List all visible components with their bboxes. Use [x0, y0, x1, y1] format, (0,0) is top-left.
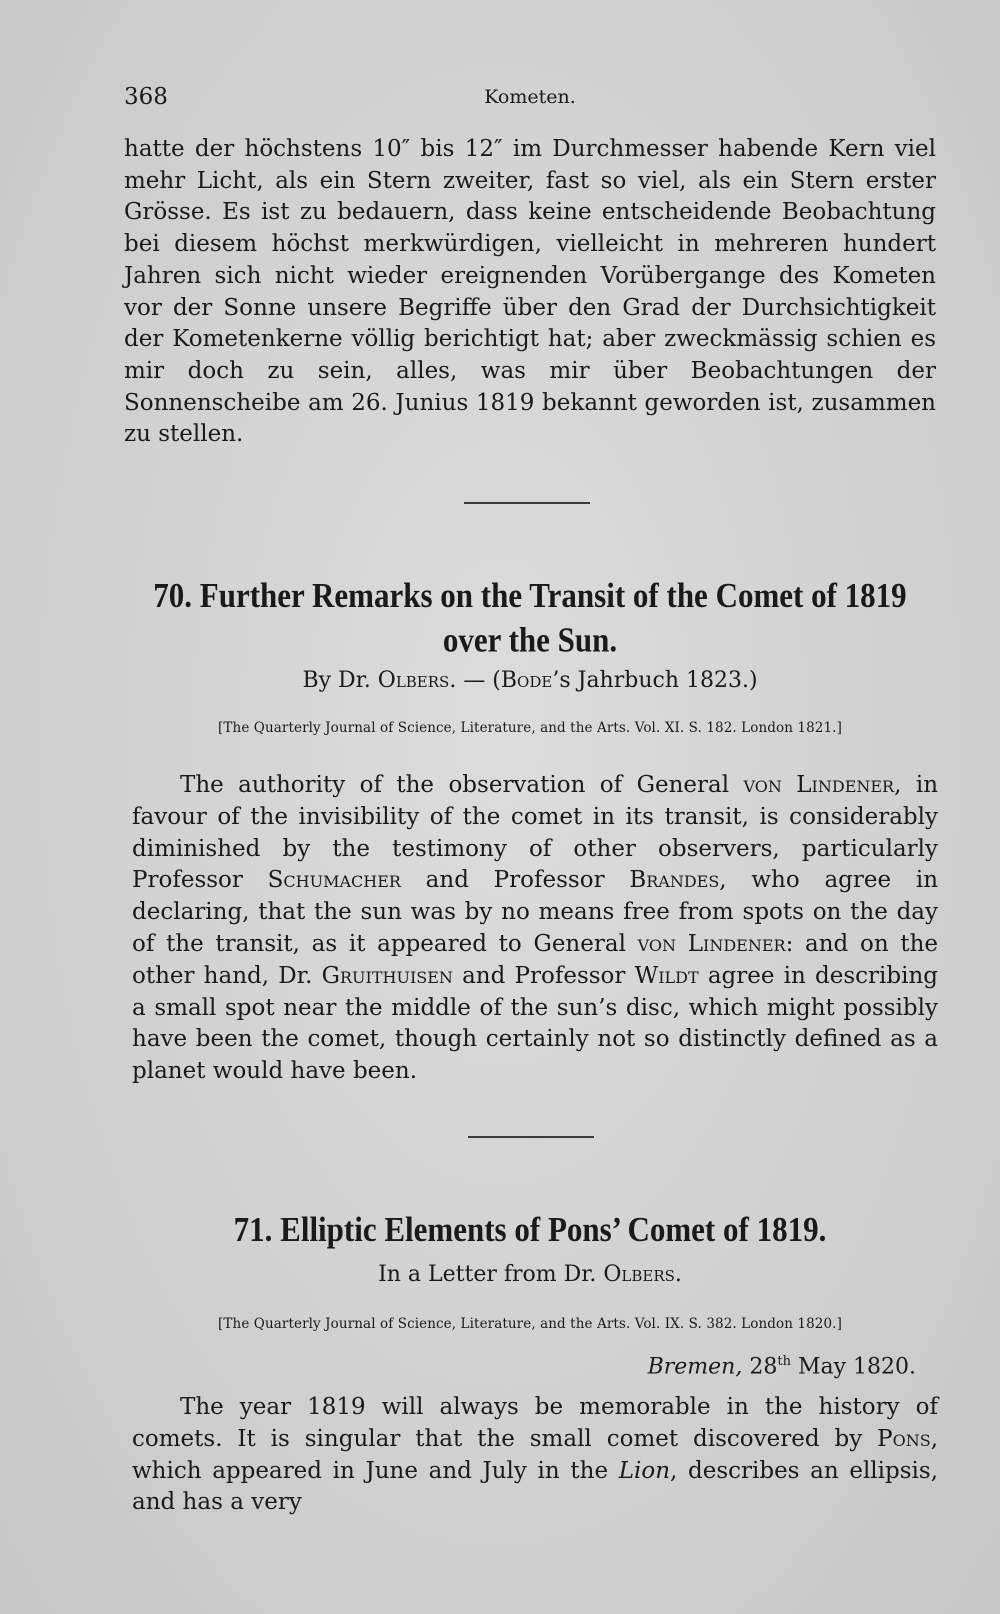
- text-run: , describes an ellipsis, and has a very: [132, 1457, 939, 1516]
- section-71-body: [132, 1392, 938, 1519]
- section-71-source: [The Quarterly Journal of Science, Literature, and the Arts. Vol. IX. S. 382. London 1820.]: [218, 1316, 842, 1332]
- person-name: Gruithuisen: [321, 962, 453, 989]
- section-71-paragraph: [132, 1392, 938, 1519]
- section-70-title-line2: over the Sun.: [442, 620, 618, 660]
- byline-separator: . — (: [449, 668, 501, 693]
- text-run: agree in describing a small spot near the middle of the sun’s disc, which might possibly have been the comet, though certainly not so distinctly defined as a planet would have been.: [132, 962, 938, 1085]
- subtitle-author: Olbers: [603, 1262, 675, 1287]
- german-paragraph-text: hatte der höchstens 10″ bis 12″ im Durchmesser habende Kern viel mehr Licht, als ein Stern zweiter, fast so viel, als ein Stern erster Grösse. Es ist zu bedauern, dass keine entscheidende Beobachtung bei diesem höchst merkwürdigen, vielleicht in mehreren hundert Jahren sich nicht wieder ereignenden Vorübergange des Kometen vor der Sonne unsere Begriffe über den Grad der Durchsichtigkeit der Kometenkerne völlig berichtigt hat; aber zweckmässig schien es mir doch zu sein, alles, was mir über Beobachtungen der Sonnenscheibe am 26. Junius 1819 bekannt geworden ist, zusammen zu stellen.: [124, 136, 936, 448]
- person-name: von Lindener: [637, 930, 786, 957]
- text-run: and Professor: [452, 962, 635, 989]
- section-divider: [464, 502, 590, 504]
- subtitle-post: .: [674, 1262, 682, 1287]
- dateline-day: 28: [749, 1354, 778, 1380]
- text-run: , who agree in declaring, that the sun was by no means free from spots on the day of the transit, as it appeared to General: [132, 867, 939, 957]
- person-name: Brandes: [629, 867, 720, 894]
- running-title: Kometen.: [484, 86, 576, 108]
- dateline-rest: May 1820.: [797, 1354, 916, 1380]
- person-name: Schumacher: [267, 867, 401, 894]
- byline-journal-rest: ’s Jahrbuch 1823.): [552, 668, 758, 693]
- text-run: , in favour of the invisibility of the comet in its transit, is considerably diminished by the testimony of other observers, particularly Professor: [132, 772, 939, 894]
- text-run: The authority of the observation of General: [180, 772, 744, 798]
- subtitle-pre: In a Letter from Dr.: [378, 1262, 597, 1287]
- text-run: , which appeared in June and July in the: [132, 1425, 938, 1484]
- section-71-title: 71. Elliptic Elements of Pons’ Comet of 1819.: [233, 1209, 827, 1250]
- section-70-byline: [124, 668, 936, 693]
- page-number: 368: [124, 84, 168, 110]
- dateline-place: Bremen,: [647, 1354, 743, 1380]
- text-run: : and on the other hand, Dr.: [132, 930, 939, 989]
- text-run: and Professor: [400, 867, 630, 894]
- section-71-subtitle: [124, 1262, 936, 1287]
- byline-by: By Dr.: [302, 668, 371, 693]
- letter-dateline: [648, 1354, 916, 1379]
- person-name: von Lindener: [743, 772, 895, 798]
- section-70-body: [132, 770, 938, 1088]
- section-70-paragraph: [132, 770, 938, 1088]
- section-70-title: [124, 573, 936, 663]
- constellation-name: Lion: [618, 1457, 671, 1484]
- page-header: [124, 84, 936, 114]
- section-divider: [468, 1136, 594, 1138]
- german-paragraph: [124, 134, 936, 451]
- section-70-source: [The Quarterly Journal of Science, Literature, and the Arts. Vol. XI. S. 182. London 1821.]: [218, 720, 842, 736]
- text-run: The year 1819 will always be memorable in the history of comets. It is singular that the small comet discovered by: [132, 1394, 938, 1452]
- byline-journal-owner: Bode: [500, 668, 553, 693]
- person-name: Pons: [877, 1425, 931, 1452]
- dateline-ordinal: th: [777, 1354, 791, 1369]
- person-name: Wildt: [634, 962, 699, 989]
- section-70-title-line1: 70. Further Remarks on the Transit of the Comet of 1819: [153, 575, 907, 615]
- byline-author: Olbers: [377, 668, 450, 693]
